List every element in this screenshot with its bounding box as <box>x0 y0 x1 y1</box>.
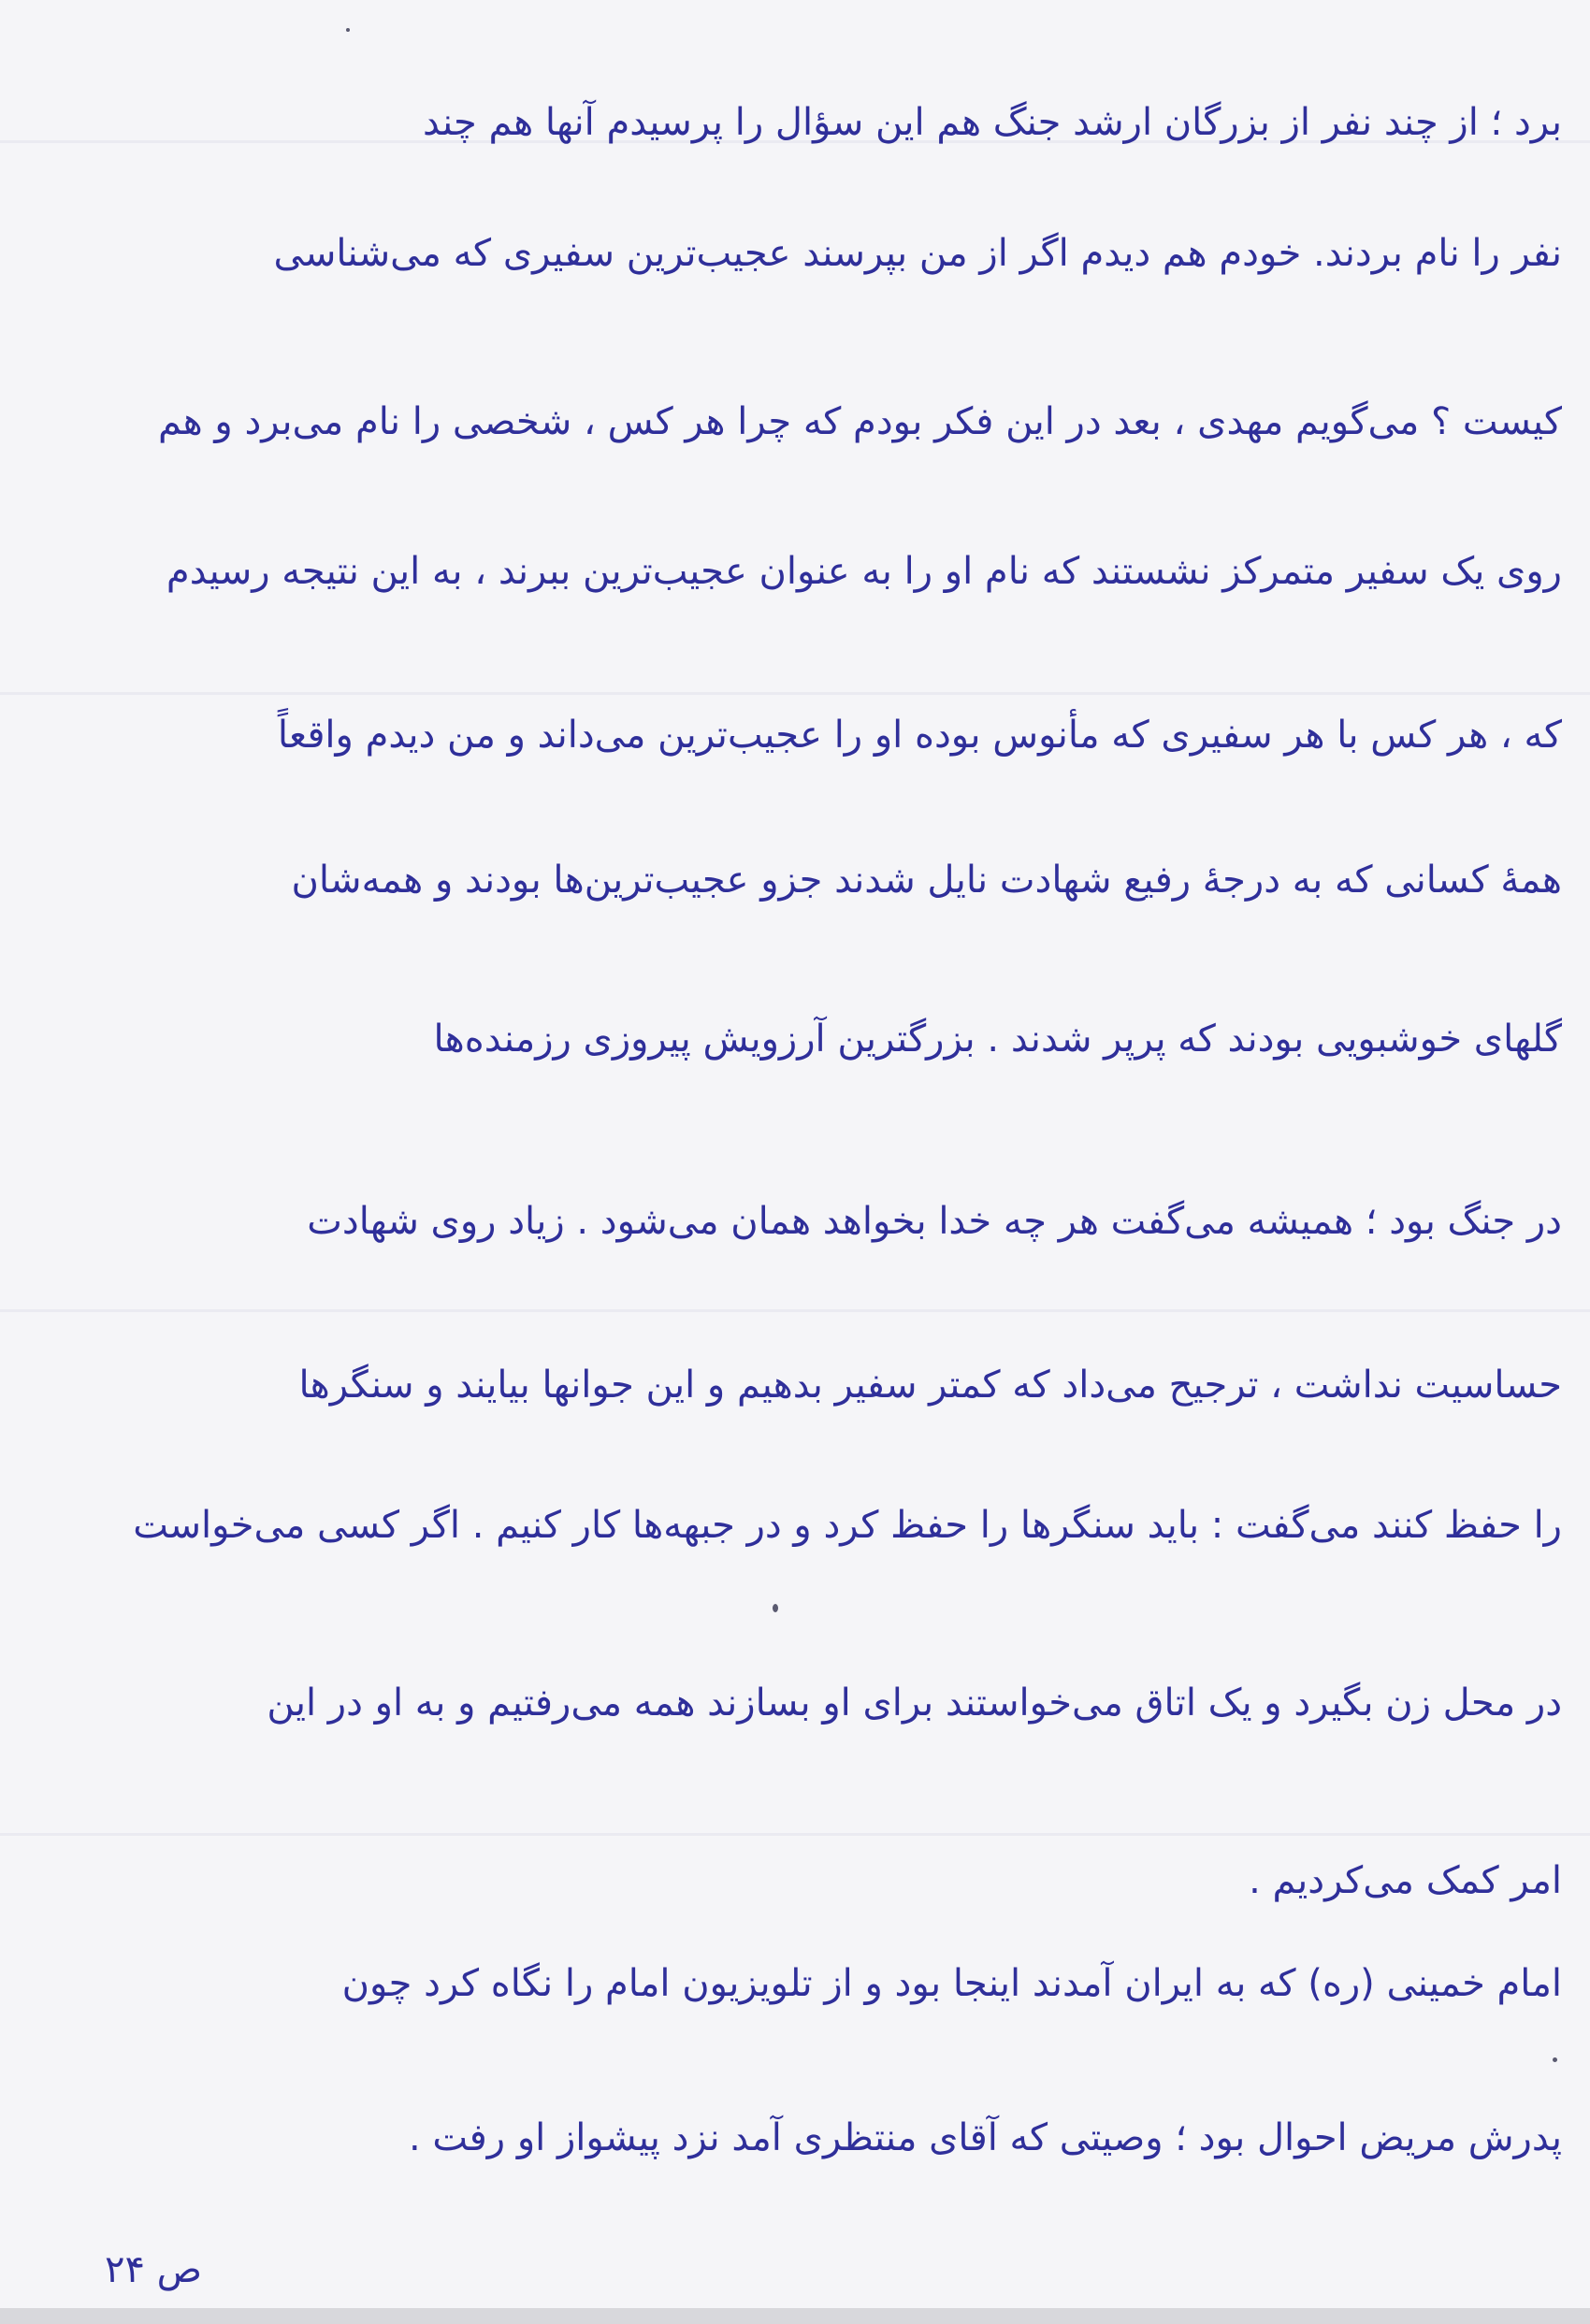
text-line: پدرش مریض احوال بود ؛ وصیتی که آقای منتظری آمد نزد پیشواز او رفت . <box>408 2116 1562 2159</box>
text-line: در جنگ بود ؛ همیشه می‌گفت هر چه خدا بخواهد همان می‌شود . زیاد روی شهادت <box>307 1200 1562 1243</box>
ink-speck <box>346 28 350 32</box>
text-line: گلهای خوشبویی بودند که پرپر شدند . بزرگترین آرزویش پیروزی رزمنده‌ها <box>433 1018 1562 1061</box>
ink-speck <box>1553 2057 1557 2062</box>
text-line: در محل زن بگیرد و یک اتاق می‌خواستند برای او بسازند همه می‌رفتیم و به او در این <box>267 1682 1562 1725</box>
handwritten-text-block <box>28 0 1562 2308</box>
text-line: که ، هر کس با هر سفیری که مأنوس بوده او را عجیب‌ترین می‌داند و من دیدم واقعاً <box>277 714 1562 757</box>
scan-bottom-edge <box>0 2308 1590 2324</box>
text-line: نفر را نام بردند. خودم هم دیدم اگر از من بپرسند عجیب‌ترین سفیری که می‌شناسی <box>273 232 1562 275</box>
text-line: امر کمک می‌کردیم . <box>1249 1859 1562 1902</box>
text-line: برد ؛ از چند نفر از بزرگان ارشد جنگ هم این سؤال را پرسیدم آنها هم چند <box>422 101 1562 144</box>
text-line: همهٔ کسانی که به درجهٔ رفیع شهادت نایل شدند جزو عجیب‌ترین‌ها بودند و همه‌شان <box>291 859 1562 902</box>
text-line: روی یک سفیر متمرکز نشستند که نام او را به عنوان عجیب‌ترین ببرند ، به این نتیجه رسیدم <box>166 550 1562 593</box>
text-line: حساسیت نداشت ، ترجیح می‌داد که کمتر سفیر بدهیم و این جوانها بیایند و سنگرها <box>298 1364 1562 1407</box>
text-line: کیست ؟ می‌گویم مهدی ، بعد در این فکر بودم که چرا هر کس ، شخصی را نام می‌برد و هم <box>157 400 1562 443</box>
text-line: را حفظ کنند می‌گفت : باید سنگرها را حفظ کرد و در جبهه‌ها کار کنیم . اگر کسی می‌خواست <box>133 1504 1562 1547</box>
text-line: امام خمینی (ره) که به ایران آمدند اینجا بود و از تلویزیون امام را نگاه کرد چون <box>341 1962 1562 2005</box>
ink-speck <box>773 1604 778 1612</box>
page-number: ص ۲۴ <box>105 2248 203 2291</box>
